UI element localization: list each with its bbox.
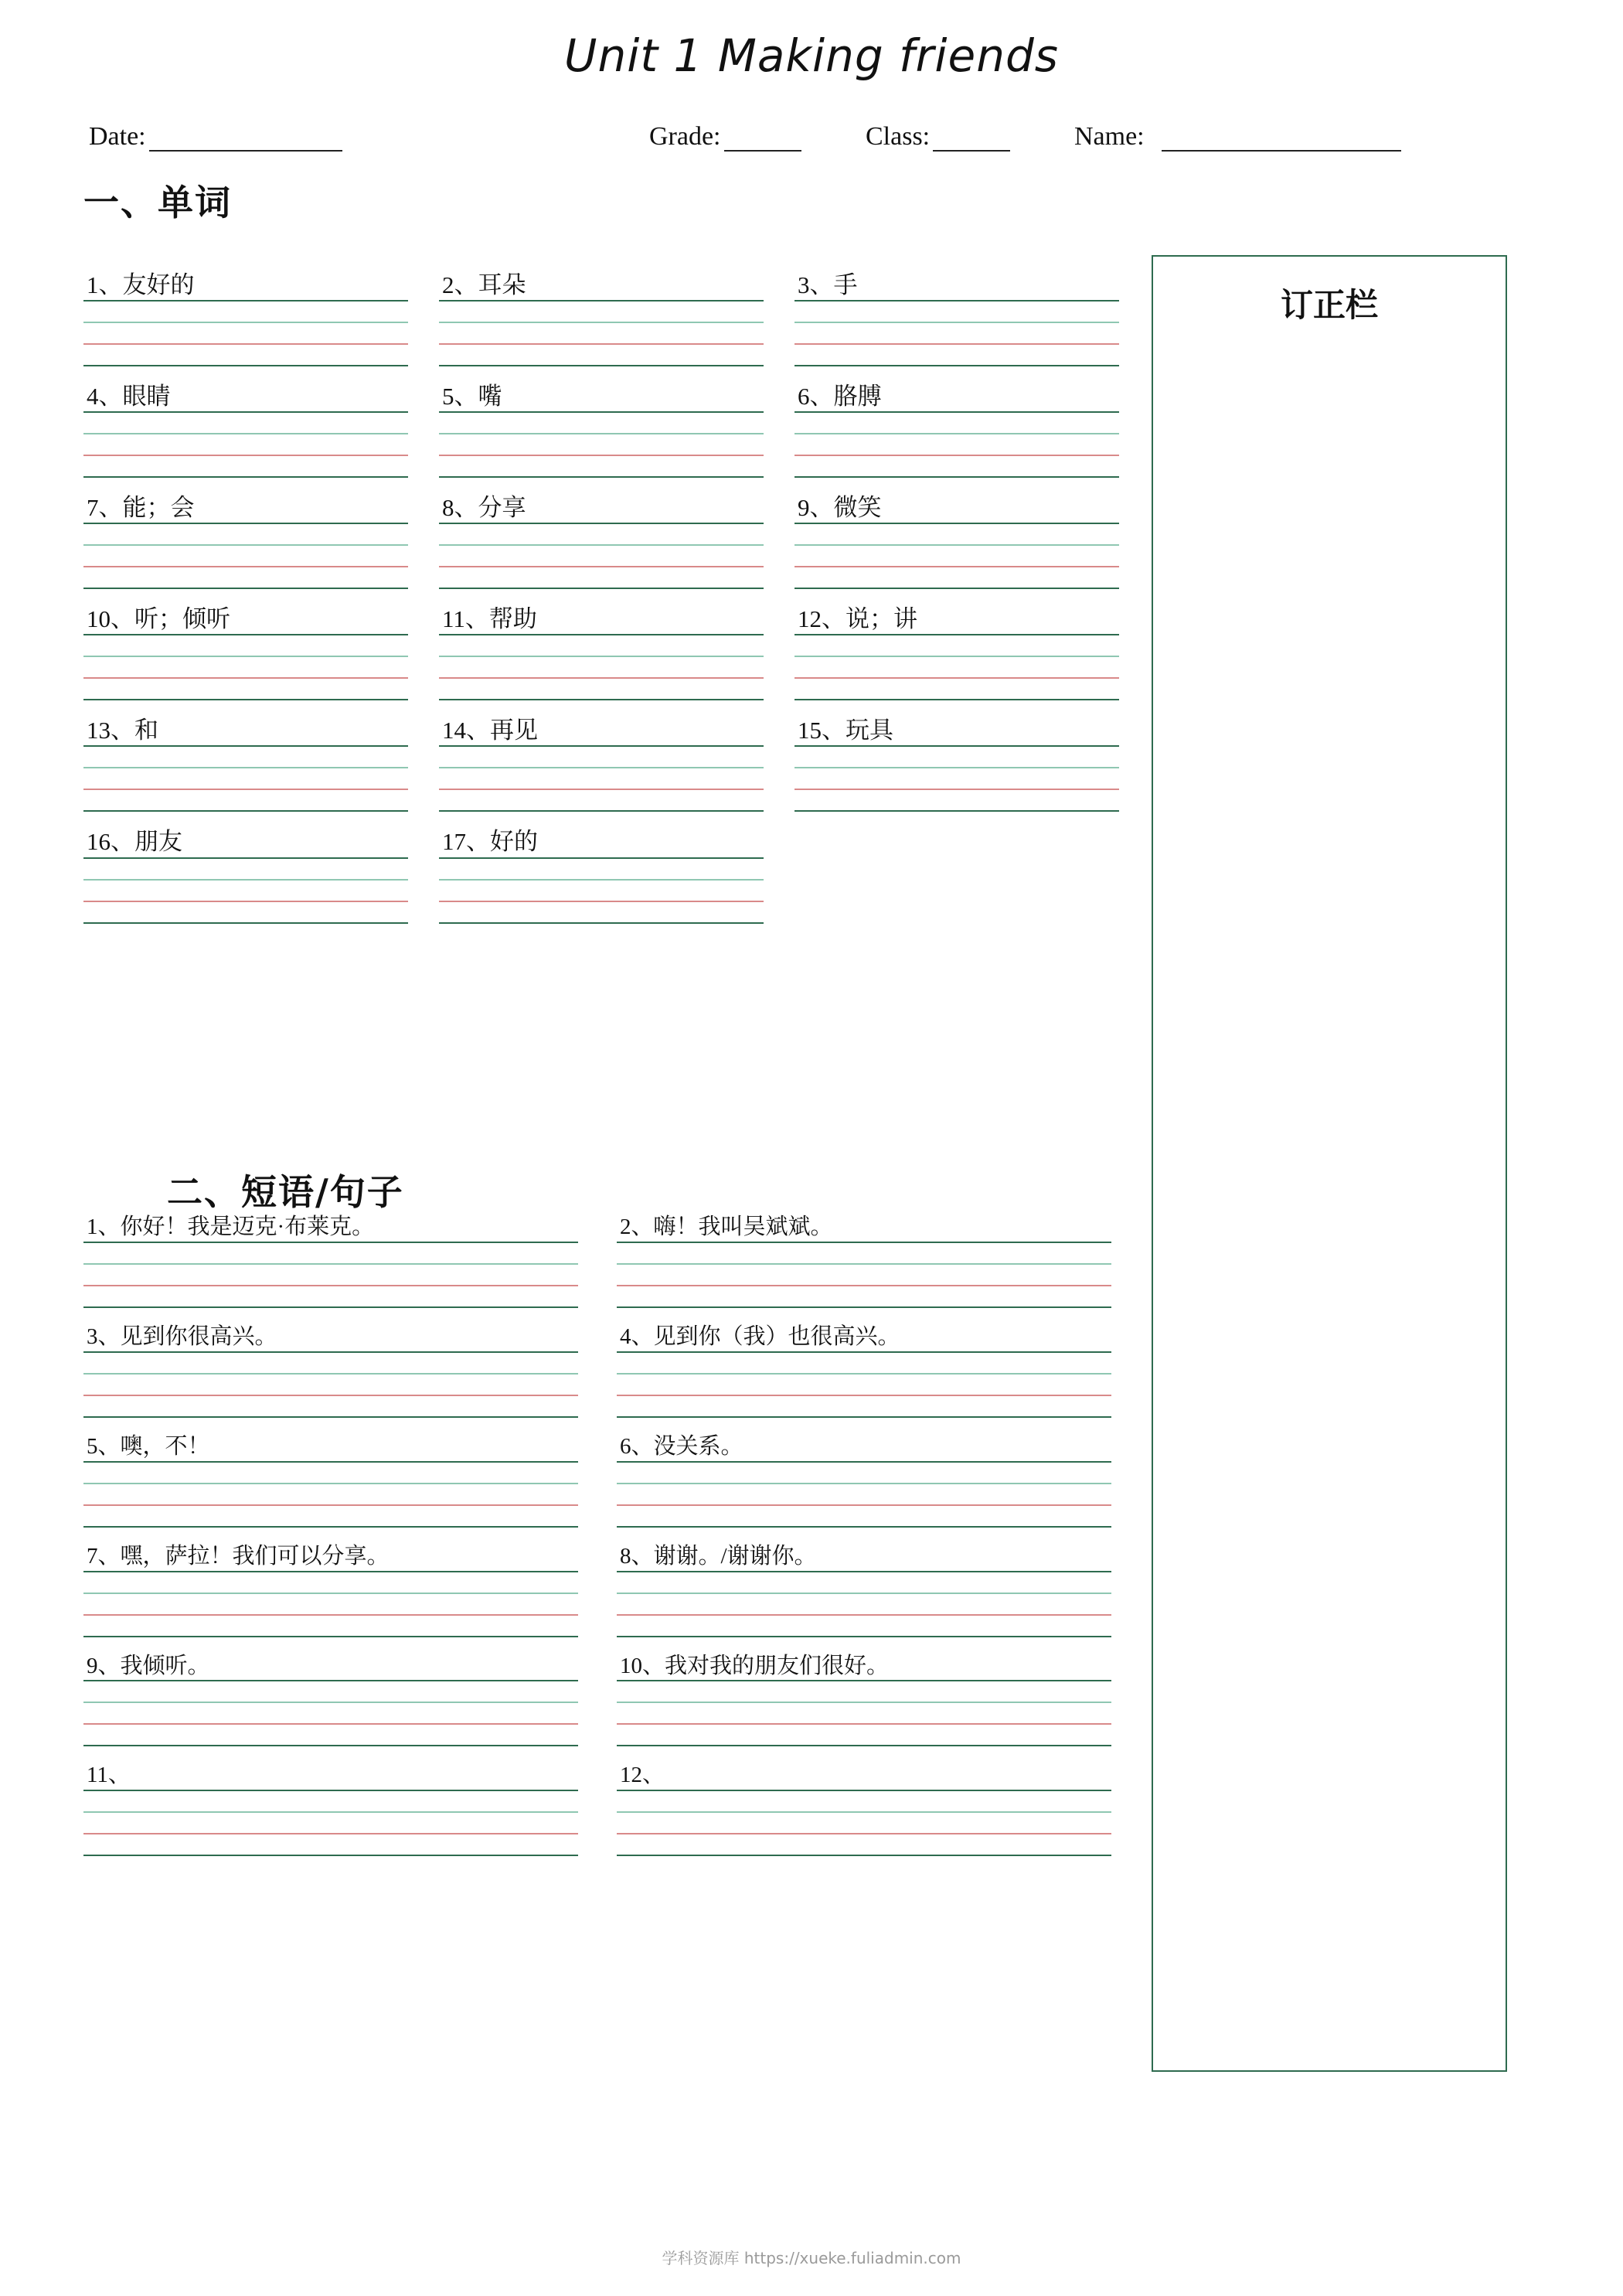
rule-line <box>439 767 764 768</box>
rule-line <box>794 433 1119 434</box>
rule-line <box>439 544 764 546</box>
phrase-entry <box>617 1215 1111 1308</box>
rule-line <box>83 810 408 812</box>
rule-line <box>83 1351 578 1353</box>
phrase-entry <box>83 1763 578 1856</box>
rule-line <box>794 810 1119 812</box>
rule-line <box>617 1723 1111 1725</box>
rule-line <box>83 300 408 301</box>
rule-line <box>83 1680 578 1681</box>
phrase-entry-writing-lines[interactable] <box>83 1790 578 1856</box>
phrase-entry-writing-lines[interactable] <box>83 1680 578 1746</box>
rule-line <box>83 634 408 635</box>
word-entry-writing-lines[interactable] <box>83 634 408 700</box>
word-entry-writing-lines[interactable] <box>794 634 1119 700</box>
word-entry-writing-lines[interactable] <box>794 523 1119 589</box>
rule-line <box>83 1636 578 1637</box>
phrase-entry-label: 2、嗨！我叫吴斌斌。 <box>620 1214 833 1239</box>
word-entry-label: 16、朋友 <box>87 828 182 856</box>
rule-line <box>83 566 408 567</box>
rule-line <box>794 634 1119 635</box>
word-entry <box>439 495 764 589</box>
rule-line <box>794 343 1119 345</box>
phrase-entry-label: 4、见到你（我）也很高兴。 <box>620 1323 900 1349</box>
rule-line <box>794 566 1119 567</box>
phrase-entry-writing-lines[interactable] <box>617 1242 1111 1308</box>
date-field[interactable] <box>89 122 342 152</box>
rule-line <box>439 588 764 589</box>
word-entry <box>439 717 764 812</box>
rule-line <box>794 322 1119 323</box>
word-entry-label: 15、玩具 <box>798 717 893 744</box>
rule-line <box>617 1306 1111 1308</box>
rule-line <box>83 1373 578 1375</box>
grade-label: Grade: <box>649 122 721 151</box>
word-entry-writing-lines[interactable] <box>439 745 764 812</box>
word-entry-label: 12、说；讲 <box>798 605 917 633</box>
rule-line <box>617 1351 1111 1353</box>
rule-line <box>83 901 408 902</box>
rule-line <box>439 566 764 567</box>
rule-line <box>83 767 408 768</box>
page-title: Unit 1 Making friends <box>564 29 1059 82</box>
rule-line <box>794 789 1119 790</box>
rule-line <box>794 300 1119 301</box>
rule-line <box>83 656 408 657</box>
phrase-entry-label: 8、谢谢。/谢谢你。 <box>620 1543 817 1569</box>
rule-line <box>439 365 764 366</box>
rule-line <box>617 1855 1111 1856</box>
word-entry-writing-lines[interactable] <box>439 523 764 589</box>
rule-line <box>794 365 1119 366</box>
words-grid <box>83 272 1104 924</box>
correction-box <box>1152 255 1507 2072</box>
rule-line <box>439 699 764 700</box>
rule-line <box>439 857 764 859</box>
word-entry-writing-lines[interactable] <box>439 300 764 366</box>
word-entry <box>83 272 408 366</box>
rule-line <box>439 789 764 790</box>
date-blank[interactable] <box>149 130 342 152</box>
phrase-entry-writing-lines[interactable] <box>83 1242 578 1308</box>
rule-line <box>83 433 408 434</box>
phrase-entry <box>617 1435 1111 1528</box>
rule-line <box>617 1614 1111 1616</box>
word-entry <box>439 383 764 478</box>
rule-line <box>617 1680 1111 1681</box>
footer-watermark: 学科资源库 https://xueke.fuliadmin.com <box>662 2249 961 2267</box>
phrase-entry-writing-lines[interactable] <box>617 1680 1111 1746</box>
rule-line <box>439 322 764 323</box>
phrase-entry <box>83 1654 578 1747</box>
word-entry-writing-lines[interactable] <box>83 523 408 589</box>
phrase-entry-writing-lines[interactable] <box>83 1351 578 1418</box>
word-entry-writing-lines[interactable] <box>439 634 764 700</box>
rule-line <box>439 634 764 635</box>
rule-line <box>794 411 1119 413</box>
rule-line <box>83 879 408 881</box>
word-entry-label: 7、能；会 <box>87 494 195 522</box>
phrase-entry <box>617 1654 1111 1747</box>
phrase-entry <box>83 1435 578 1528</box>
phrase-entry-label: 10、我对我的朋友们很好。 <box>620 1653 890 1678</box>
rule-line <box>439 433 764 434</box>
rule-line <box>617 1833 1111 1834</box>
word-entry <box>439 829 764 923</box>
correction-box-title: 订正栏 <box>1280 286 1378 324</box>
word-entry-label: 3、手 <box>798 271 858 298</box>
phrase-entry-writing-lines[interactable] <box>617 1461 1111 1528</box>
section-heading-phrases: 二、短语/句子 <box>167 1171 404 1213</box>
student-info-row <box>0 122 1623 159</box>
word-entry-label: 2、耳朵 <box>442 271 526 298</box>
grade-blank[interactable] <box>724 130 801 152</box>
rule-line <box>439 901 764 902</box>
rule-line <box>83 1745 578 1746</box>
word-entry-writing-lines[interactable] <box>83 300 408 366</box>
word-entry <box>794 606 1119 700</box>
rule-line <box>439 677 764 679</box>
rule-line <box>83 1504 578 1506</box>
word-entry <box>794 383 1119 478</box>
rule-line <box>83 365 408 366</box>
rule-line <box>439 745 764 747</box>
rule-line <box>794 455 1119 456</box>
word-entry-label: 17、好的 <box>442 828 538 856</box>
phrase-entry-label: 11、 <box>87 1763 131 1788</box>
rule-line <box>83 411 408 413</box>
word-entry-writing-lines[interactable] <box>83 411 408 478</box>
rule-line <box>794 745 1119 747</box>
rule-line <box>83 745 408 747</box>
rule-line <box>617 1702 1111 1703</box>
rule-line <box>83 1285 578 1286</box>
rule-line <box>83 588 408 589</box>
rule-line <box>617 1790 1111 1791</box>
date-label: Date: <box>89 122 146 151</box>
phrases-grid <box>83 1215 1111 1856</box>
rule-line <box>83 1833 578 1834</box>
rule-line <box>617 1263 1111 1265</box>
rule-line <box>83 1593 578 1594</box>
rule-line <box>617 1242 1111 1243</box>
rule-line <box>83 699 408 700</box>
rule-line <box>617 1526 1111 1528</box>
phrase-entry <box>83 1215 578 1308</box>
rule-line <box>439 922 764 924</box>
word-entry <box>794 272 1119 366</box>
word-entry <box>794 495 1119 589</box>
name-label: Name: <box>1074 122 1145 151</box>
rule-line <box>794 588 1119 589</box>
rule-line <box>83 1306 578 1308</box>
rule-line <box>617 1461 1111 1463</box>
rule-line <box>83 544 408 546</box>
rule-line <box>83 1461 578 1463</box>
phrase-entry-label: 6、没关系。 <box>620 1433 743 1459</box>
rule-line <box>83 1855 578 1856</box>
phrase-entry-label: 5、噢，不！ <box>87 1433 210 1459</box>
rule-line <box>83 1416 578 1418</box>
phrases-section <box>83 1160 1111 1856</box>
word-entry <box>83 829 408 923</box>
word-entry-label: 13、和 <box>87 717 158 744</box>
word-entry-label: 14、再见 <box>442 717 538 744</box>
word-entry <box>83 383 408 478</box>
rule-line <box>617 1593 1111 1594</box>
rule-line <box>83 1614 578 1616</box>
word-entry-writing-lines[interactable] <box>794 745 1119 812</box>
word-entry-label: 4、眼睛 <box>87 383 171 410</box>
rule-line <box>439 656 764 657</box>
word-entry-writing-lines[interactable] <box>439 411 764 478</box>
rule-line <box>794 656 1119 657</box>
class-blank[interactable] <box>933 130 1010 152</box>
word-entry-writing-lines[interactable] <box>83 857 408 924</box>
rule-line <box>83 1526 578 1528</box>
phrase-entry-writing-lines[interactable] <box>617 1351 1111 1418</box>
word-entry <box>83 717 408 812</box>
rule-line <box>83 1702 578 1703</box>
words-section <box>83 272 1104 924</box>
rule-line <box>439 343 764 345</box>
phrase-entry <box>83 1545 578 1637</box>
class-field[interactable] <box>866 122 1010 152</box>
rule-line <box>439 300 764 301</box>
rule-line <box>439 879 764 881</box>
rule-line <box>83 1811 578 1813</box>
rule-line <box>83 343 408 345</box>
rule-line <box>83 1723 578 1725</box>
rule-line <box>83 789 408 790</box>
grade-field[interactable] <box>649 122 801 152</box>
phrase-entry-label: 12、 <box>620 1763 665 1788</box>
rule-line <box>794 476 1119 478</box>
rule-line <box>617 1373 1111 1375</box>
rule-line <box>83 476 408 478</box>
rule-line <box>794 699 1119 700</box>
rule-line <box>83 1483 578 1484</box>
class-label: Class: <box>866 122 931 151</box>
rule-line <box>617 1636 1111 1637</box>
rule-line <box>794 544 1119 546</box>
phrase-entry <box>617 1545 1111 1637</box>
rule-line <box>83 322 408 323</box>
name-blank[interactable] <box>1162 130 1401 152</box>
rule-line <box>617 1416 1111 1418</box>
rule-line <box>83 523 408 524</box>
phrase-entry-label: 3、见到你很高兴。 <box>87 1323 277 1349</box>
rule-line <box>794 767 1119 768</box>
name-field[interactable] <box>1074 122 1401 152</box>
rule-line <box>83 1242 578 1243</box>
word-entry <box>794 717 1119 812</box>
word-entry-label: 10、听；倾听 <box>87 605 230 633</box>
phrase-entry <box>83 1325 578 1418</box>
rule-line <box>439 523 764 524</box>
phrase-entry <box>617 1763 1111 1856</box>
phrase-entry-writing-lines[interactable] <box>617 1571 1111 1637</box>
word-entry <box>83 606 408 700</box>
rule-line <box>617 1395 1111 1396</box>
word-entry-writing-lines[interactable] <box>794 411 1119 478</box>
rule-line <box>83 857 408 859</box>
rule-line <box>439 476 764 478</box>
word-entry-writing-lines[interactable] <box>439 857 764 924</box>
rule-line <box>794 523 1119 524</box>
rule-line <box>617 1571 1111 1572</box>
word-entry-label: 9、微笑 <box>798 494 882 522</box>
rule-line <box>83 1263 578 1265</box>
word-entry-label: 1、友好的 <box>87 271 195 298</box>
rule-line <box>83 1571 578 1572</box>
word-entry-writing-lines[interactable] <box>83 745 408 812</box>
word-entry <box>439 606 764 700</box>
rule-line <box>617 1483 1111 1484</box>
phrase-entry-label: 7、嘿，萨拉！我们可以分享。 <box>87 1543 390 1569</box>
section-heading-words: 一、单词 <box>83 182 232 223</box>
rule-line <box>794 677 1119 679</box>
word-entry-label: 6、胳膊 <box>798 383 882 410</box>
rule-line <box>83 677 408 679</box>
rule-line <box>83 1395 578 1396</box>
rule-line <box>617 1285 1111 1286</box>
word-entry-label: 8、分享 <box>442 494 526 522</box>
phrase-entry <box>617 1325 1111 1418</box>
word-entry-label: 11、帮助 <box>442 605 537 633</box>
rule-line <box>83 455 408 456</box>
phrase-entry-label: 9、我倾听。 <box>87 1653 210 1678</box>
rule-line <box>83 1790 578 1791</box>
phrase-entry-writing-lines[interactable] <box>617 1790 1111 1856</box>
rule-line <box>439 411 764 413</box>
word-entry-label: 5、嘴 <box>442 383 502 410</box>
rule-line <box>83 922 408 924</box>
rule-line <box>617 1745 1111 1746</box>
rule-line <box>617 1504 1111 1506</box>
word-entry <box>439 272 764 366</box>
phrase-entry-label: 1、你好！我是迈克·布莱克。 <box>87 1214 375 1239</box>
rule-line <box>617 1811 1111 1813</box>
rule-line <box>439 810 764 812</box>
rule-line <box>439 455 764 456</box>
phrase-entry-writing-lines[interactable] <box>83 1461 578 1528</box>
word-entry-writing-lines[interactable] <box>794 300 1119 366</box>
phrase-entry-writing-lines[interactable] <box>83 1571 578 1637</box>
word-entry <box>83 495 408 589</box>
